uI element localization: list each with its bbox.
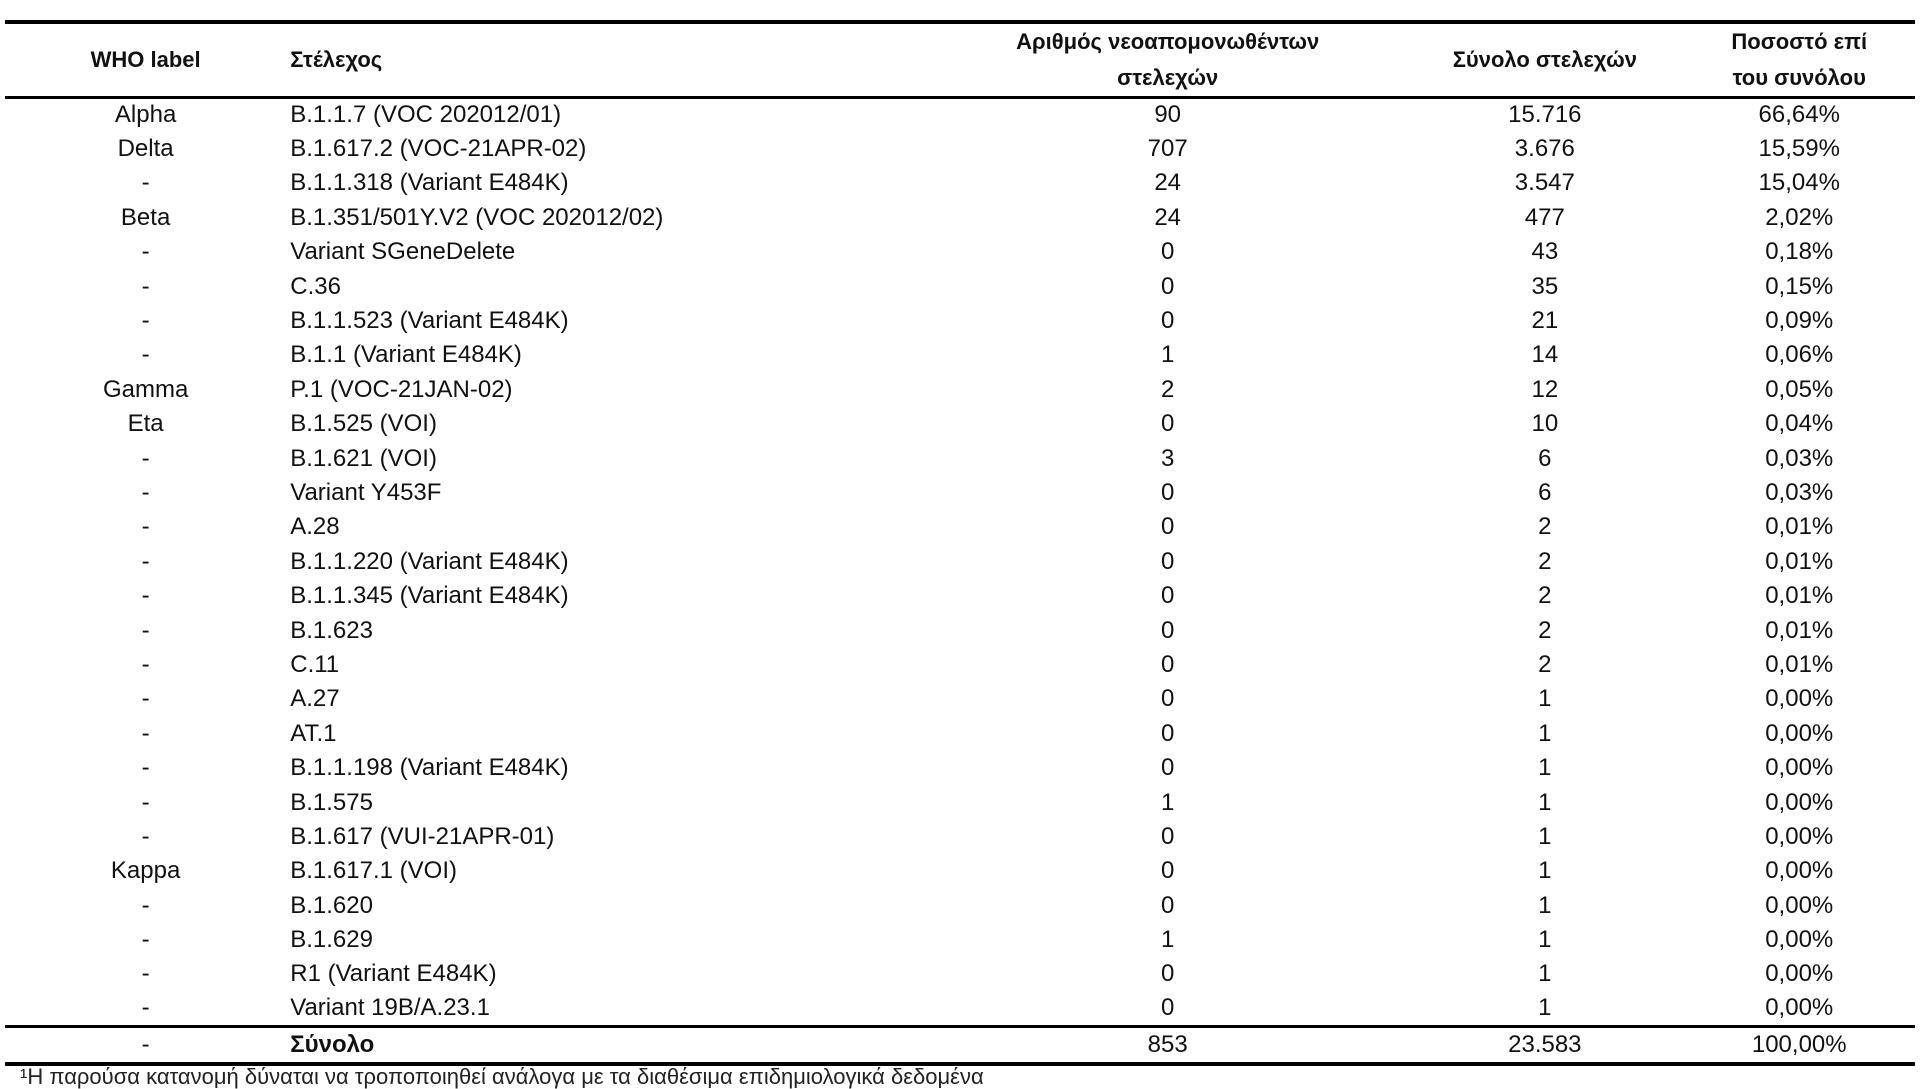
cell-who-label: - <box>141 616 150 644</box>
cell-new-isolates: 1 <box>1161 926 1175 954</box>
cell-strain: B.1.620 <box>290 891 373 919</box>
cell-total-strains: 1 <box>1538 822 1552 850</box>
header-new-isolates <box>929 22 1406 98</box>
cell-total-strains: 1 <box>1538 857 1552 885</box>
cell-new-isolates: 0 <box>1161 754 1175 782</box>
cell-percent: 0,00% <box>1765 960 1834 988</box>
cell-total-strains: 2 <box>1538 513 1552 541</box>
cell-total-strains: 1 <box>1538 788 1552 816</box>
cell-new-isolates: 0 <box>1161 478 1175 506</box>
cell-percent: 0,03% <box>1765 444 1834 472</box>
cell-percent: 0,06% <box>1765 341 1834 369</box>
cell-strain: B.1.1.198 (Variant E484K) <box>290 754 569 782</box>
cell-strain: B.1.1.220 (Variant E484K) <box>290 547 569 575</box>
table-row <box>5 441 1915 475</box>
cell-total-strains: 43 <box>1531 238 1559 266</box>
table-row <box>5 407 1915 441</box>
cell-new-isolates: 0 <box>1161 994 1175 1022</box>
table-row <box>5 648 1915 682</box>
cell-who-label: - <box>141 650 150 678</box>
header-who-label: WHO label <box>5 22 286 98</box>
table-row <box>5 682 1915 716</box>
cell-total-strains: 1 <box>1538 754 1552 782</box>
table-row <box>5 579 1915 613</box>
cell-who-label: - <box>141 994 150 1022</box>
cell-percent: 0,09% <box>1765 307 1834 335</box>
cell-who-label: Beta <box>120 203 171 231</box>
cell-percent: 0,01% <box>1765 616 1834 644</box>
cell-total-strains: 1 <box>1538 891 1552 919</box>
cell-percent: 0,01% <box>1765 582 1834 610</box>
table-body <box>5 98 1915 1027</box>
cell-strain: AT.1 <box>290 719 337 747</box>
cell-new-isolates: 2 <box>1161 375 1175 403</box>
table-row <box>5 338 1915 372</box>
cell-strain: B.1.525 (VOI) <box>290 410 437 438</box>
table-row <box>5 820 1915 854</box>
table-row <box>5 98 1915 132</box>
cell-strain: B.1.1.318 (Variant E484K) <box>290 169 569 197</box>
table-row <box>5 304 1915 338</box>
cell-total-strains: 2 <box>1538 547 1552 575</box>
cell-strain: B.1.575 <box>290 788 373 816</box>
cell-strain: B.1.1.523 (Variant E484K) <box>290 307 569 335</box>
cell-percent: 0,00% <box>1765 891 1834 919</box>
cell-who-label: Kappa <box>110 857 181 885</box>
cell-who-label: - <box>141 719 150 747</box>
table-row <box>5 201 1915 235</box>
cell-percent: 0,00% <box>1765 685 1834 713</box>
table-row <box>5 166 1915 200</box>
table-row <box>5 132 1915 166</box>
table-row <box>5 269 1915 303</box>
cell-total-strains: 10 <box>1531 410 1559 438</box>
cell-strain: Variant SGeneDelete <box>290 238 516 266</box>
cell-total-strains: 21 <box>1531 307 1559 335</box>
cell-strain: P.1 (VOC-21JAN-02) <box>290 375 513 403</box>
cell-who-label: - <box>141 822 150 850</box>
cell-percent: 0,18% <box>1765 238 1834 266</box>
cell-who-label: - <box>141 788 150 816</box>
header-row <box>5 22 1915 98</box>
variant-strains-table <box>5 20 1915 1066</box>
table-row <box>5 785 1915 819</box>
cell-new-isolates: 1 <box>1161 788 1175 816</box>
cell-who-label: - <box>141 238 150 266</box>
cell-who-label: Delta <box>117 135 174 163</box>
header-percent-line2: του συνόλου <box>1732 65 1866 90</box>
cell-total-strains: 3.547 <box>1514 169 1575 197</box>
cell-percent: 0,05% <box>1765 375 1834 403</box>
total-strains: 23.583 <box>1406 1026 1683 1064</box>
table-row <box>5 992 1915 1026</box>
cell-new-isolates: 90 <box>1154 101 1182 129</box>
table-row <box>5 545 1915 579</box>
cell-percent: 0,00% <box>1765 719 1834 747</box>
cell-who-label: Eta <box>127 410 164 438</box>
table-row <box>5 476 1915 510</box>
cell-percent: 0,00% <box>1765 788 1834 816</box>
cell-new-isolates: 0 <box>1161 891 1175 919</box>
cell-strain: Variant 19B/A.23.1 <box>290 994 490 1022</box>
cell-total-strains: 1 <box>1538 926 1552 954</box>
table-header <box>5 22 1915 98</box>
cell-total-strains: 2 <box>1538 650 1552 678</box>
cell-new-isolates: 0 <box>1161 616 1175 644</box>
total-who: - <box>5 1026 286 1064</box>
cell-strain: B.1.1.7 (VOC 202012/01) <box>290 101 562 129</box>
cell-who-label: - <box>141 685 150 713</box>
cell-new-isolates: 0 <box>1161 547 1175 575</box>
cell-total-strains: 1 <box>1538 960 1552 988</box>
header-new-isolates-line1: Αριθμός νεοαπομονωθέντων <box>1016 29 1320 54</box>
cell-total-strains: 15.716 <box>1508 101 1582 129</box>
cell-total-strains: 477 <box>1524 203 1565 231</box>
cell-new-isolates: 0 <box>1161 822 1175 850</box>
cell-new-isolates: 707 <box>1147 135 1188 163</box>
cell-percent: 0,01% <box>1765 650 1834 678</box>
cell-strain: B.1.617 (VUI-21APR-01) <box>290 822 555 850</box>
cell-strain: B.1.621 (VOI) <box>290 444 437 472</box>
cell-percent: 0,04% <box>1765 410 1834 438</box>
cell-percent: 0,01% <box>1765 547 1834 575</box>
table-row <box>5 613 1915 647</box>
cell-who-label: - <box>141 926 150 954</box>
header-percent-line1: Ποσοστό επί <box>1731 29 1868 54</box>
cell-total-strains: 1 <box>1538 719 1552 747</box>
cell-new-isolates: 1 <box>1161 341 1175 369</box>
cell-who-label: - <box>141 444 150 472</box>
cell-strain: B.1.623 <box>290 616 373 644</box>
cell-who-label: - <box>141 754 150 782</box>
cell-percent: 0,00% <box>1765 926 1834 954</box>
cell-total-strains: 2 <box>1538 616 1552 644</box>
cell-strain: C.36 <box>290 272 341 300</box>
cell-strain: A.27 <box>290 685 340 713</box>
header-percent <box>1683 22 1915 98</box>
table-row <box>5 888 1915 922</box>
table-row <box>5 751 1915 785</box>
cell-strain: B.1.351/501Y.V2 (VOC 202012/02) <box>290 203 664 231</box>
cell-percent: 0,00% <box>1765 857 1834 885</box>
cell-who-label: - <box>141 891 150 919</box>
total-percent: 100,00% <box>1683 1026 1915 1064</box>
cell-strain: B.1.629 <box>290 926 373 954</box>
cell-strain: B.1.1.345 (Variant E484K) <box>290 582 569 610</box>
total-label: Σύνολο <box>286 1026 929 1064</box>
total-new-isolates: 853 <box>929 1026 1406 1064</box>
footnote: ¹Η παρούσα κατανομή δύναται να τροποποιηθεί ανάλογα με τα διαθέσιμα επιδημιολογικά δεδομένα <box>20 1064 984 1089</box>
cell-new-isolates: 0 <box>1161 960 1175 988</box>
table-row <box>5 854 1915 888</box>
cell-strain: B.1.1 (Variant E484K) <box>290 341 522 369</box>
cell-percent: 15,59% <box>1758 135 1840 163</box>
cell-total-strains: 3.676 <box>1514 135 1575 163</box>
cell-total-strains: 1 <box>1538 685 1552 713</box>
cell-percent: 0,03% <box>1765 478 1834 506</box>
cell-strain: R1 (Variant E484K) <box>290 960 497 988</box>
cell-percent: 15,04% <box>1758 169 1840 197</box>
cell-who-label: - <box>141 307 150 335</box>
cell-new-isolates: 0 <box>1161 650 1175 678</box>
cell-percent: 0,00% <box>1765 754 1834 782</box>
cell-total-strains: 14 <box>1531 341 1559 369</box>
cell-strain: B.1.617.1 (VOI) <box>290 857 457 885</box>
table-row <box>5 717 1915 751</box>
cell-percent: 0,15% <box>1765 272 1834 300</box>
cell-new-isolates: 0 <box>1161 410 1175 438</box>
table-row <box>5 923 1915 957</box>
cell-who-label: - <box>141 478 150 506</box>
table-row <box>5 373 1915 407</box>
cell-new-isolates: 0 <box>1161 857 1175 885</box>
cell-who-label: - <box>141 169 150 197</box>
cell-total-strains: 1 <box>1538 994 1552 1022</box>
cell-total-strains: 6 <box>1538 478 1552 506</box>
cell-strain: Variant Y453F <box>290 478 442 506</box>
cell-total-strains: 35 <box>1531 272 1559 300</box>
cell-who-label: - <box>141 582 150 610</box>
header-strain: Στέλεχος <box>286 22 929 98</box>
cell-percent: 0,00% <box>1765 994 1834 1022</box>
cell-new-isolates: 0 <box>1161 719 1175 747</box>
cell-total-strains: 12 <box>1531 375 1559 403</box>
cell-new-isolates: 24 <box>1154 169 1182 197</box>
header-total-strains: Σύνολο στελεχών <box>1406 22 1683 98</box>
cell-percent: 66,64% <box>1758 101 1840 129</box>
cell-strain: C.11 <box>290 650 340 678</box>
cell-total-strains: 2 <box>1538 582 1552 610</box>
table-row <box>5 510 1915 544</box>
total-row <box>5 1026 1915 1064</box>
table-row <box>5 235 1915 269</box>
cell-who-label: Gamma <box>102 375 189 403</box>
cell-percent: 0,01% <box>1765 513 1834 541</box>
cell-who-label: - <box>141 272 150 300</box>
cell-who-label: - <box>141 341 150 369</box>
cell-percent: 0,00% <box>1765 822 1834 850</box>
cell-new-isolates: 0 <box>1161 685 1175 713</box>
cell-strain: A.28 <box>290 513 340 541</box>
cell-new-isolates: 0 <box>1161 582 1175 610</box>
cell-new-isolates: 0 <box>1161 307 1175 335</box>
header-new-isolates-line2: στελεχών <box>1117 65 1219 90</box>
cell-new-isolates: 24 <box>1154 203 1182 231</box>
cell-who-label: - <box>141 547 150 575</box>
cell-total-strains: 6 <box>1538 444 1552 472</box>
cell-new-isolates: 0 <box>1161 272 1175 300</box>
cell-new-isolates: 3 <box>1161 444 1175 472</box>
cell-new-isolates: 0 <box>1161 513 1175 541</box>
cell-who-label: Alpha <box>114 101 177 129</box>
table-row <box>5 957 1915 991</box>
cell-percent: 2,02% <box>1765 203 1834 231</box>
table-footer <box>5 1026 1915 1064</box>
cell-new-isolates: 0 <box>1161 238 1175 266</box>
cell-strain: B.1.617.2 (VOC-21APR-02) <box>290 135 587 163</box>
cell-who-label: - <box>141 513 150 541</box>
cell-who-label: - <box>141 960 150 988</box>
